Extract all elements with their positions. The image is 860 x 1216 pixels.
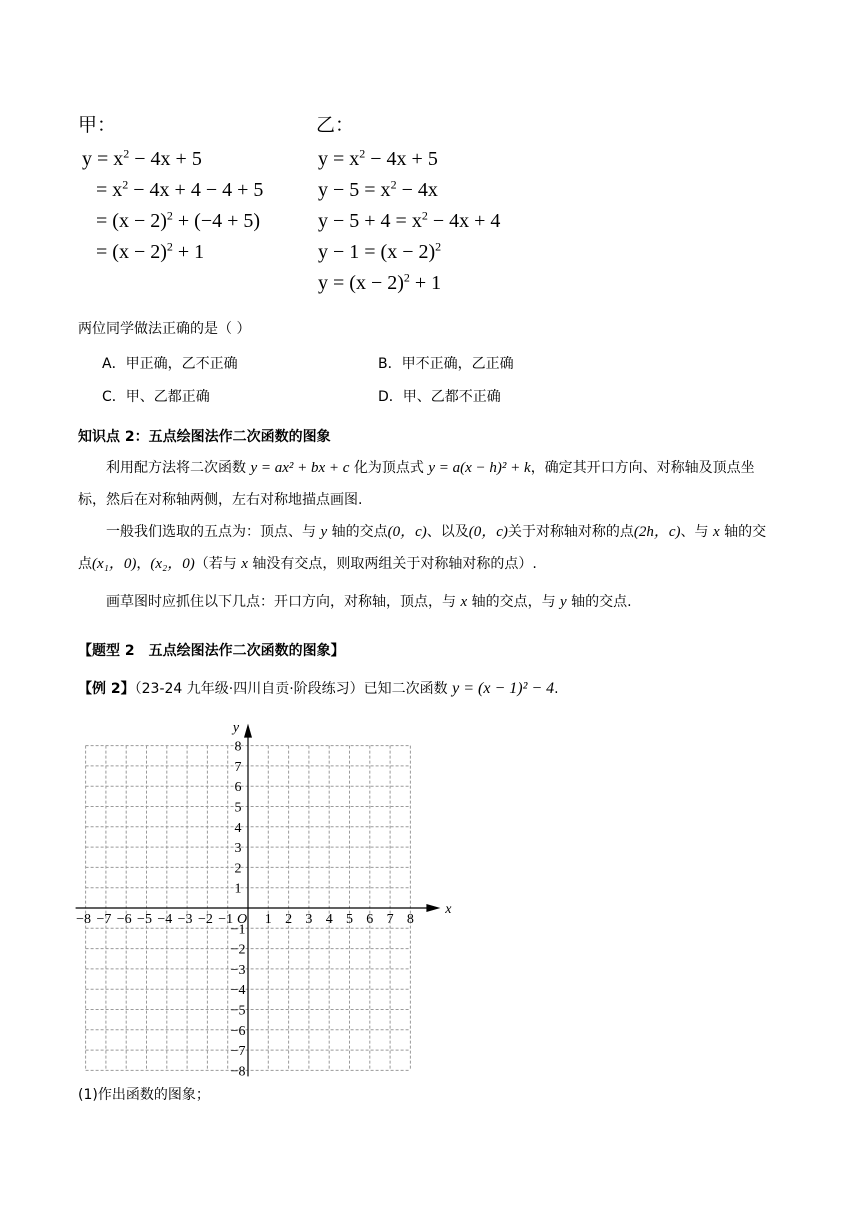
x-tick-label: −5 — [137, 912, 152, 927]
y-tick-label: 7 — [234, 759, 242, 775]
x-axis-arrow — [426, 904, 440, 912]
origin-label: O — [236, 912, 248, 927]
y-tick-label: −4 — [230, 983, 246, 999]
y-tick-label: −8 — [230, 1064, 246, 1080]
x-tick-label: −6 — [116, 912, 132, 927]
x-tick-label: 3 — [305, 912, 313, 927]
option-c: C．甲、乙都正确 — [102, 389, 210, 405]
example-line: 【例 2】（23-24 九年级·四川自贡·阶段练习）已知二次函数 y = (x − 1)² − 4. — [78, 680, 559, 697]
y-tick-label: −1 — [230, 922, 246, 938]
jia-line-1: $y = x^2 - 4x + 5$ — [82, 146, 202, 170]
y-tick-label: 1 — [234, 881, 242, 897]
type-heading: 【题型 2 五点绘图法作二次函数的图象】 — [78, 643, 345, 659]
knowledge-paragraph-1: 利用配方法将二次函数 y = ax² + bx + c 化为顶点式 y = a(x − h)² + k，确定其开口方向、对称轴及顶点坐标，然后在对称轴两侧，左右对称地描点画图. — [78, 460, 755, 508]
y-axis-label: y — [232, 720, 240, 736]
y-tick-label: −2 — [230, 942, 246, 958]
x-tick-label: 5 — [346, 912, 353, 927]
yi-line-5: $y = (x - 2)^2 + 1$ — [318, 270, 442, 294]
y-tick-label: −7 — [230, 1044, 246, 1060]
option-b: B．甲不正确，乙正确 — [378, 356, 514, 372]
y-tick-label: 2 — [234, 861, 242, 877]
yi-line-3: $y - 5 + 4 = x^2 - 4x + 4$ — [318, 208, 501, 232]
jia-title: 甲： — [78, 114, 117, 136]
yi-title: 乙： — [316, 114, 355, 136]
x-tick-label: 8 — [406, 912, 414, 927]
coordinate-grid — [60, 700, 460, 1080]
x-tick-label: 2 — [285, 912, 293, 927]
knowledge-paragraph-3: 画草图时应抓住以下几点：开口方向，对称轴，顶点，与 x 轴的交点，与 y 轴的交点. — [106, 594, 632, 610]
x-tick-label: −8 — [76, 912, 92, 927]
x-tick-label: −1 — [218, 912, 234, 927]
y-tick-label: 8 — [234, 739, 242, 755]
y-tick-label: 6 — [234, 780, 242, 796]
option-d: D．甲、乙都不正确 — [378, 389, 501, 405]
yi-line-2: $y - 5 = x^2 - 4x$ — [318, 177, 438, 201]
x-axis-label: x — [445, 902, 452, 917]
knowledge-heading: 知识点 2：五点绘图法作二次函数的图象 — [78, 429, 331, 445]
x-tick-label: 4 — [325, 912, 333, 927]
y-tick-label: 3 — [234, 841, 242, 857]
x-tick-label: 6 — [366, 912, 374, 927]
x-tick-label: −4 — [157, 912, 173, 927]
y-tick-label: −6 — [230, 1023, 246, 1039]
x-tick-label: −7 — [96, 912, 112, 927]
x-tick-label: 7 — [386, 912, 394, 927]
jia-line-4: = $(x - 2)^2 + 1$ — [96, 239, 205, 263]
jia-line-3: = $(x - 2)^2 + (-4 + 5)$ — [96, 208, 261, 232]
question-text: 两位同学做法正确的是（ ） — [78, 321, 251, 337]
sub-question-1: (1)作出函数的图象； — [78, 1087, 210, 1103]
yi-line-4: $y - 1 = (x - 2)^2$ — [318, 239, 442, 263]
option-a: A．甲正确，乙不正确 — [102, 356, 238, 372]
jia-line-2: = $x^2 - 4x + 4 - 4 + 5$ — [96, 177, 264, 201]
x-tick-label: −2 — [197, 912, 213, 927]
y-tick-label: 4 — [234, 820, 242, 836]
x-tick-label: −3 — [177, 912, 193, 927]
y-tick-label: −3 — [230, 962, 246, 978]
y-tick-label: 5 — [234, 800, 242, 816]
x-tick-label: 1 — [264, 912, 272, 927]
knowledge-paragraph-2: 一般我们选取的五点为：顶点、与 y 轴的交点(0，c)、以及(0，c)关于对称轴对称的点(2h，c)、与 x 轴的交点(x₁，0)，(x₂，0)（若与 x 轴没有交点，则取两组关于对称轴对称的点）. — [78, 524, 767, 572]
y-axis-arrow — [244, 724, 252, 738]
y-tick-label: −5 — [230, 1003, 246, 1019]
yi-line-1: $y = x^2 - 4x + 5$ — [318, 146, 438, 170]
